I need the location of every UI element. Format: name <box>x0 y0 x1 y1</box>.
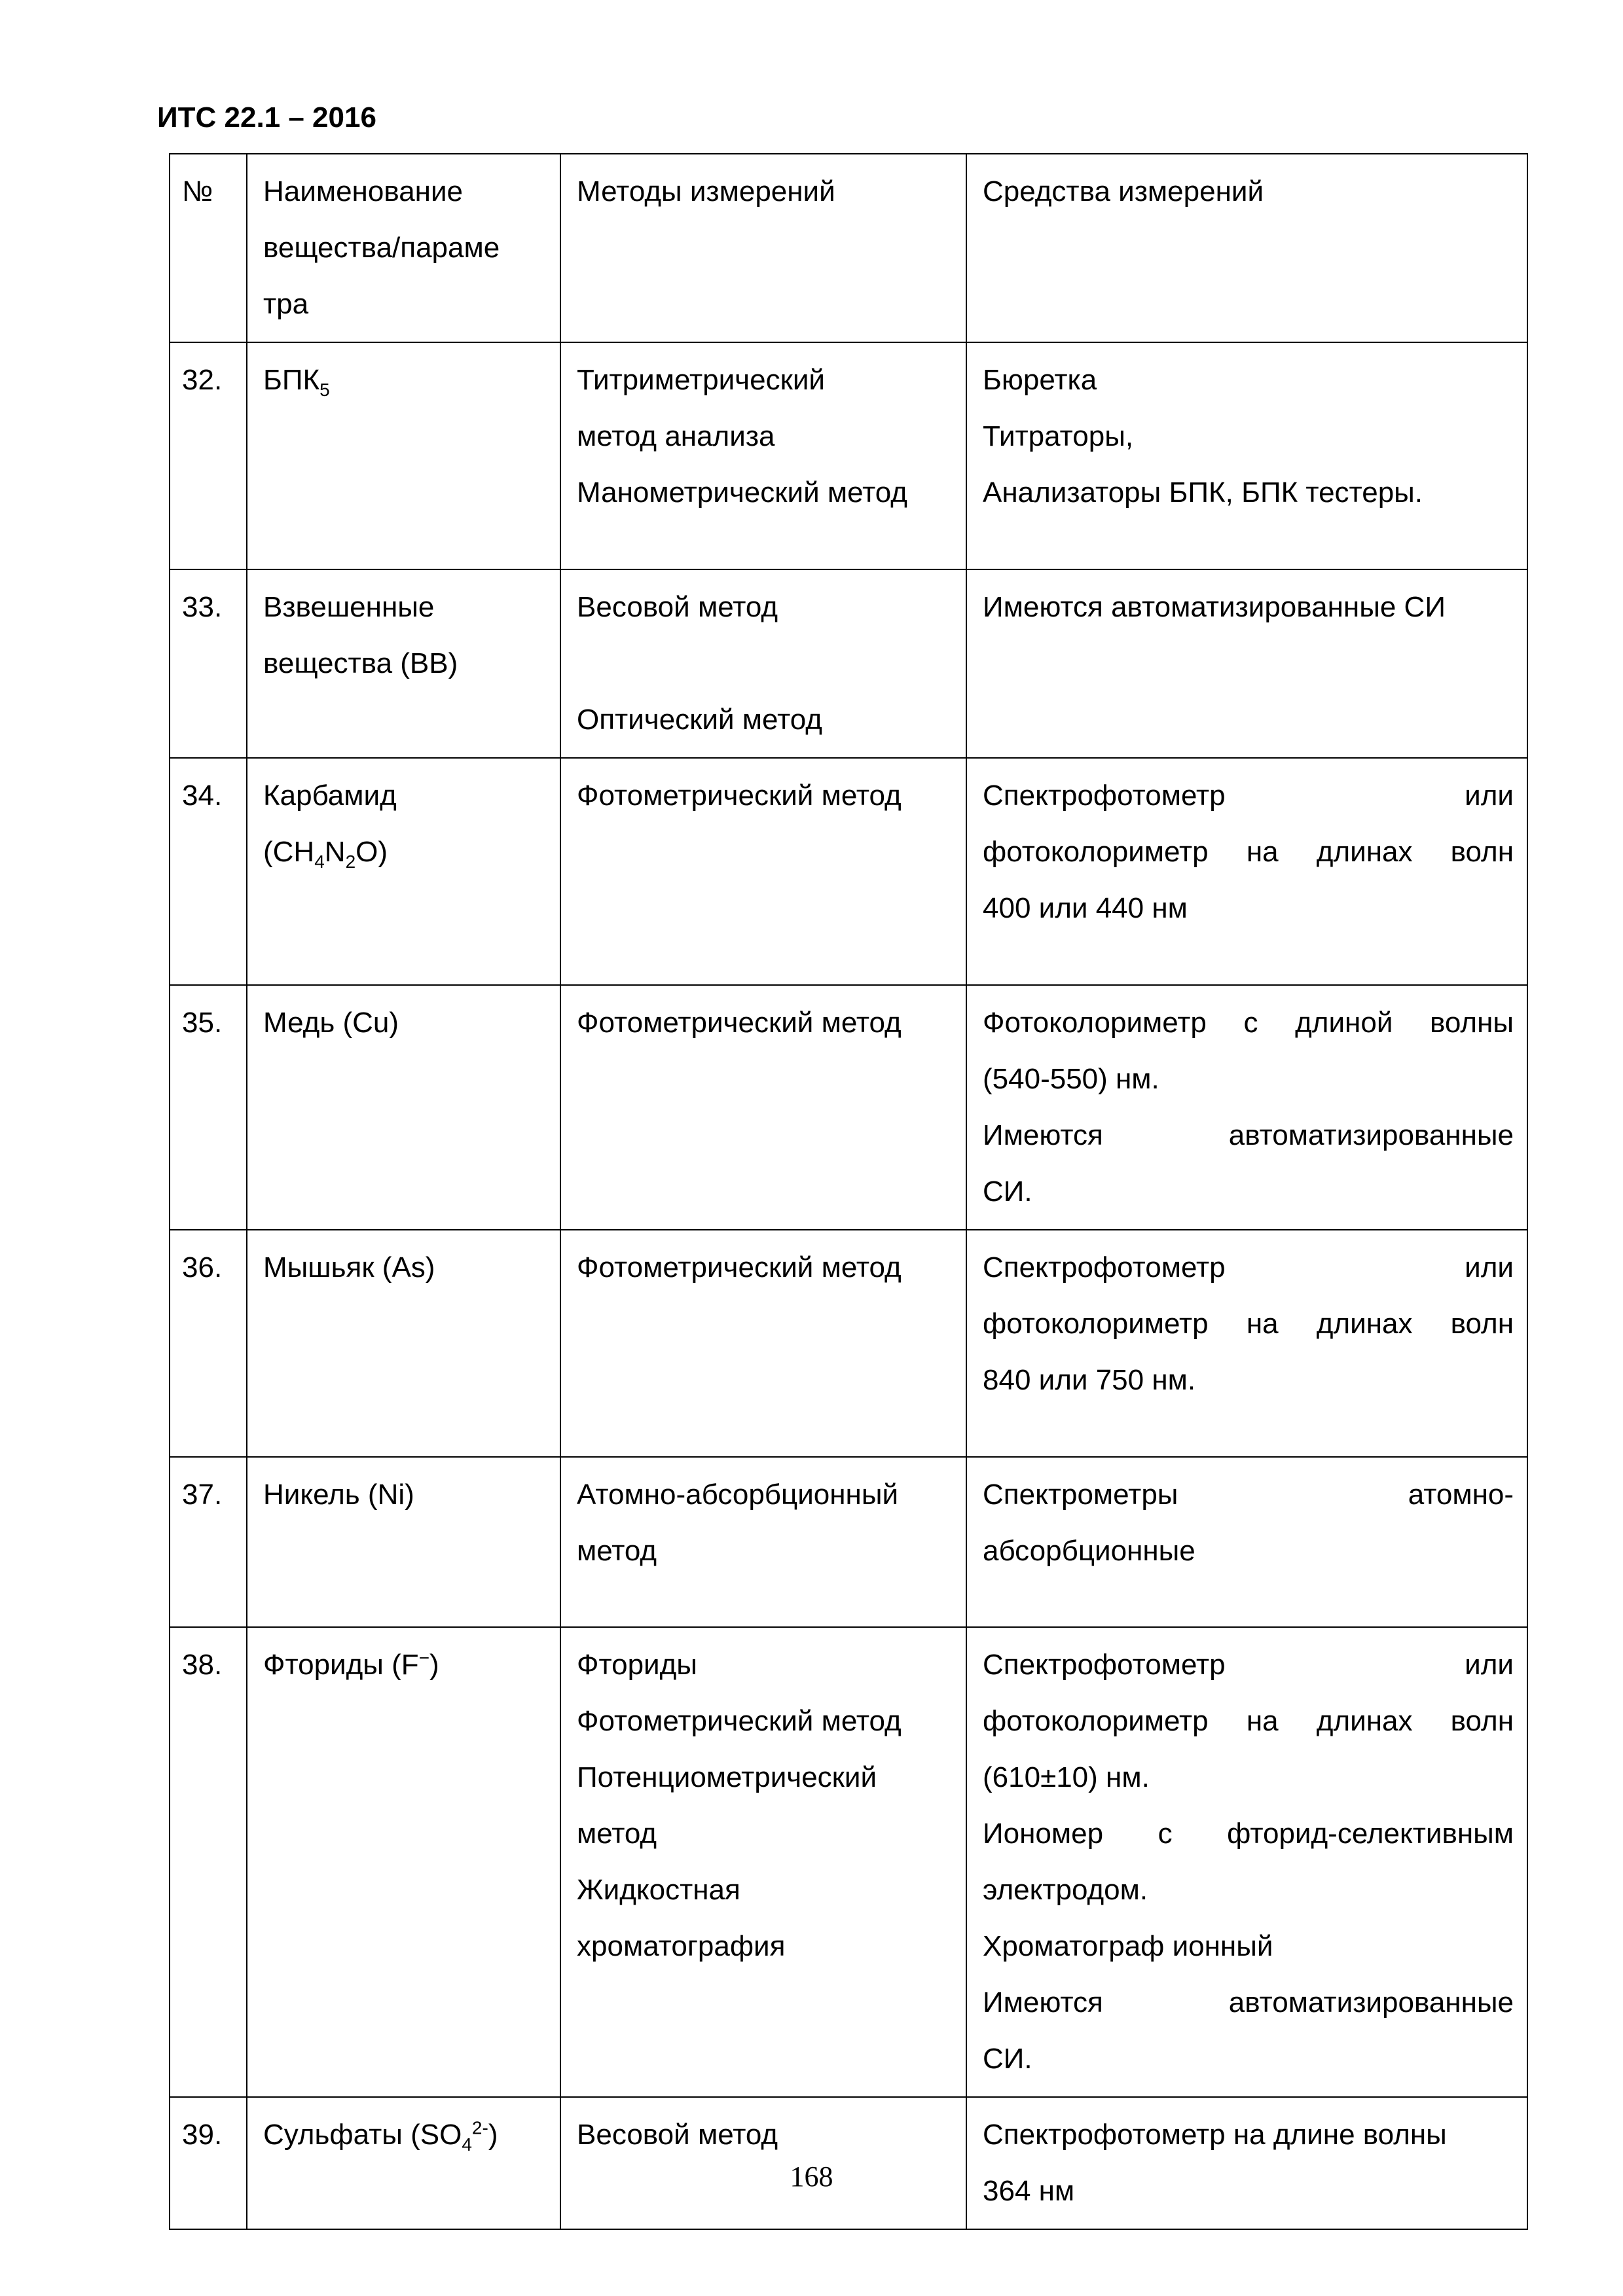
measurement-methods: Фотометрический метод <box>560 985 966 1230</box>
measurement-means: Спектрофотометр или фотоколориметр на длинах волн 840 или 750 нм. <box>966 1230 1527 1457</box>
column-header-name: Наименование вещества/параме тра <box>247 154 560 342</box>
measurement-methods: Атомно-абсорбционный метод <box>560 1457 966 1627</box>
substance-name: Сульфаты $(SO_4^{2-})$ <box>247 2097 560 2229</box>
column-header-number: № <box>170 154 247 342</box>
measurement-methods: Фотометрический метод <box>560 758 966 985</box>
row-number: 33. <box>170 569 247 758</box>
row-number: 36. <box>170 1230 247 1457</box>
table-row <box>170 569 1527 758</box>
measurement-methods: Титриметрический метод анализа Манометрический метод <box>560 342 966 569</box>
row-number: 35. <box>170 985 247 1230</box>
row-number: 32. <box>170 342 247 569</box>
measurement-methods: Весовой метод Оптический метод <box>560 569 966 758</box>
table-row <box>170 1230 1527 1457</box>
row-number: 37. <box>170 1457 247 1627</box>
measurement-methods: Фотометрический метод <box>560 1230 966 1457</box>
measurement-means: Спектрофотометр на длине волны 364 нм <box>966 2097 1527 2229</box>
table-row <box>170 1627 1527 2097</box>
measurement-methods: Весовой метод <box>560 2097 966 2229</box>
measurement-means: Спектрометры атомно- абсорбционные <box>966 1457 1527 1627</box>
column-header-methods: Методы измерений <box>560 154 966 342</box>
row-number: 38. <box>170 1627 247 2097</box>
table-row <box>170 1457 1527 1627</box>
measurement-means: Бюретка Титраторы, Анализаторы БПК, БПК тестеры. <box>966 342 1527 569</box>
substance-name: $БПК_5$ <box>247 342 560 569</box>
row-number: 39. <box>170 2097 247 2229</box>
substance-name: Никель (Ni) <box>247 1457 560 1627</box>
table-row <box>170 342 1527 569</box>
table-row <box>170 985 1527 1230</box>
measurement-means: Имеются автоматизированные СИ <box>966 569 1527 758</box>
page-number: 168 <box>790 2161 833 2193</box>
measurement-means: Спектрофотометр или фотоколориметр на длинах волн (610±10) нм. Иономер с фторид-селективным электродом. Хроматограф ионный Имеются автоматизированные СИ. <box>966 1627 1527 2097</box>
substance-name: Фториды (F−) <box>247 1627 560 2097</box>
document-header: ИТС 22.1 – 2016 <box>157 101 376 134</box>
table-header-row <box>170 154 1527 342</box>
substance-name: Взвешенные вещества (ВВ) <box>247 569 560 758</box>
table-row <box>170 758 1527 985</box>
substance-name: Мышьяк (As) <box>247 1230 560 1457</box>
measurement-means: Спектрофотометр или фотоколориметр на длинах волн 400 или 440 нм <box>966 758 1527 985</box>
substance-name: Медь (Cu) <box>247 985 560 1230</box>
measurement-means: Фотоколориметр с длиной волны (540-550) нм. Имеются автоматизированные СИ. <box>966 985 1527 1230</box>
column-header-means: Средства измерений <box>966 154 1527 342</box>
substance-name: Карбамид $(CH_4N_2O)$ <box>247 758 560 985</box>
measurement-methods: Фториды Фотометрический метод Потенциометрический метод Жидкостная хроматография <box>560 1627 966 2097</box>
measurement-methods-table <box>169 153 1528 2230</box>
row-number: 34. <box>170 758 247 985</box>
